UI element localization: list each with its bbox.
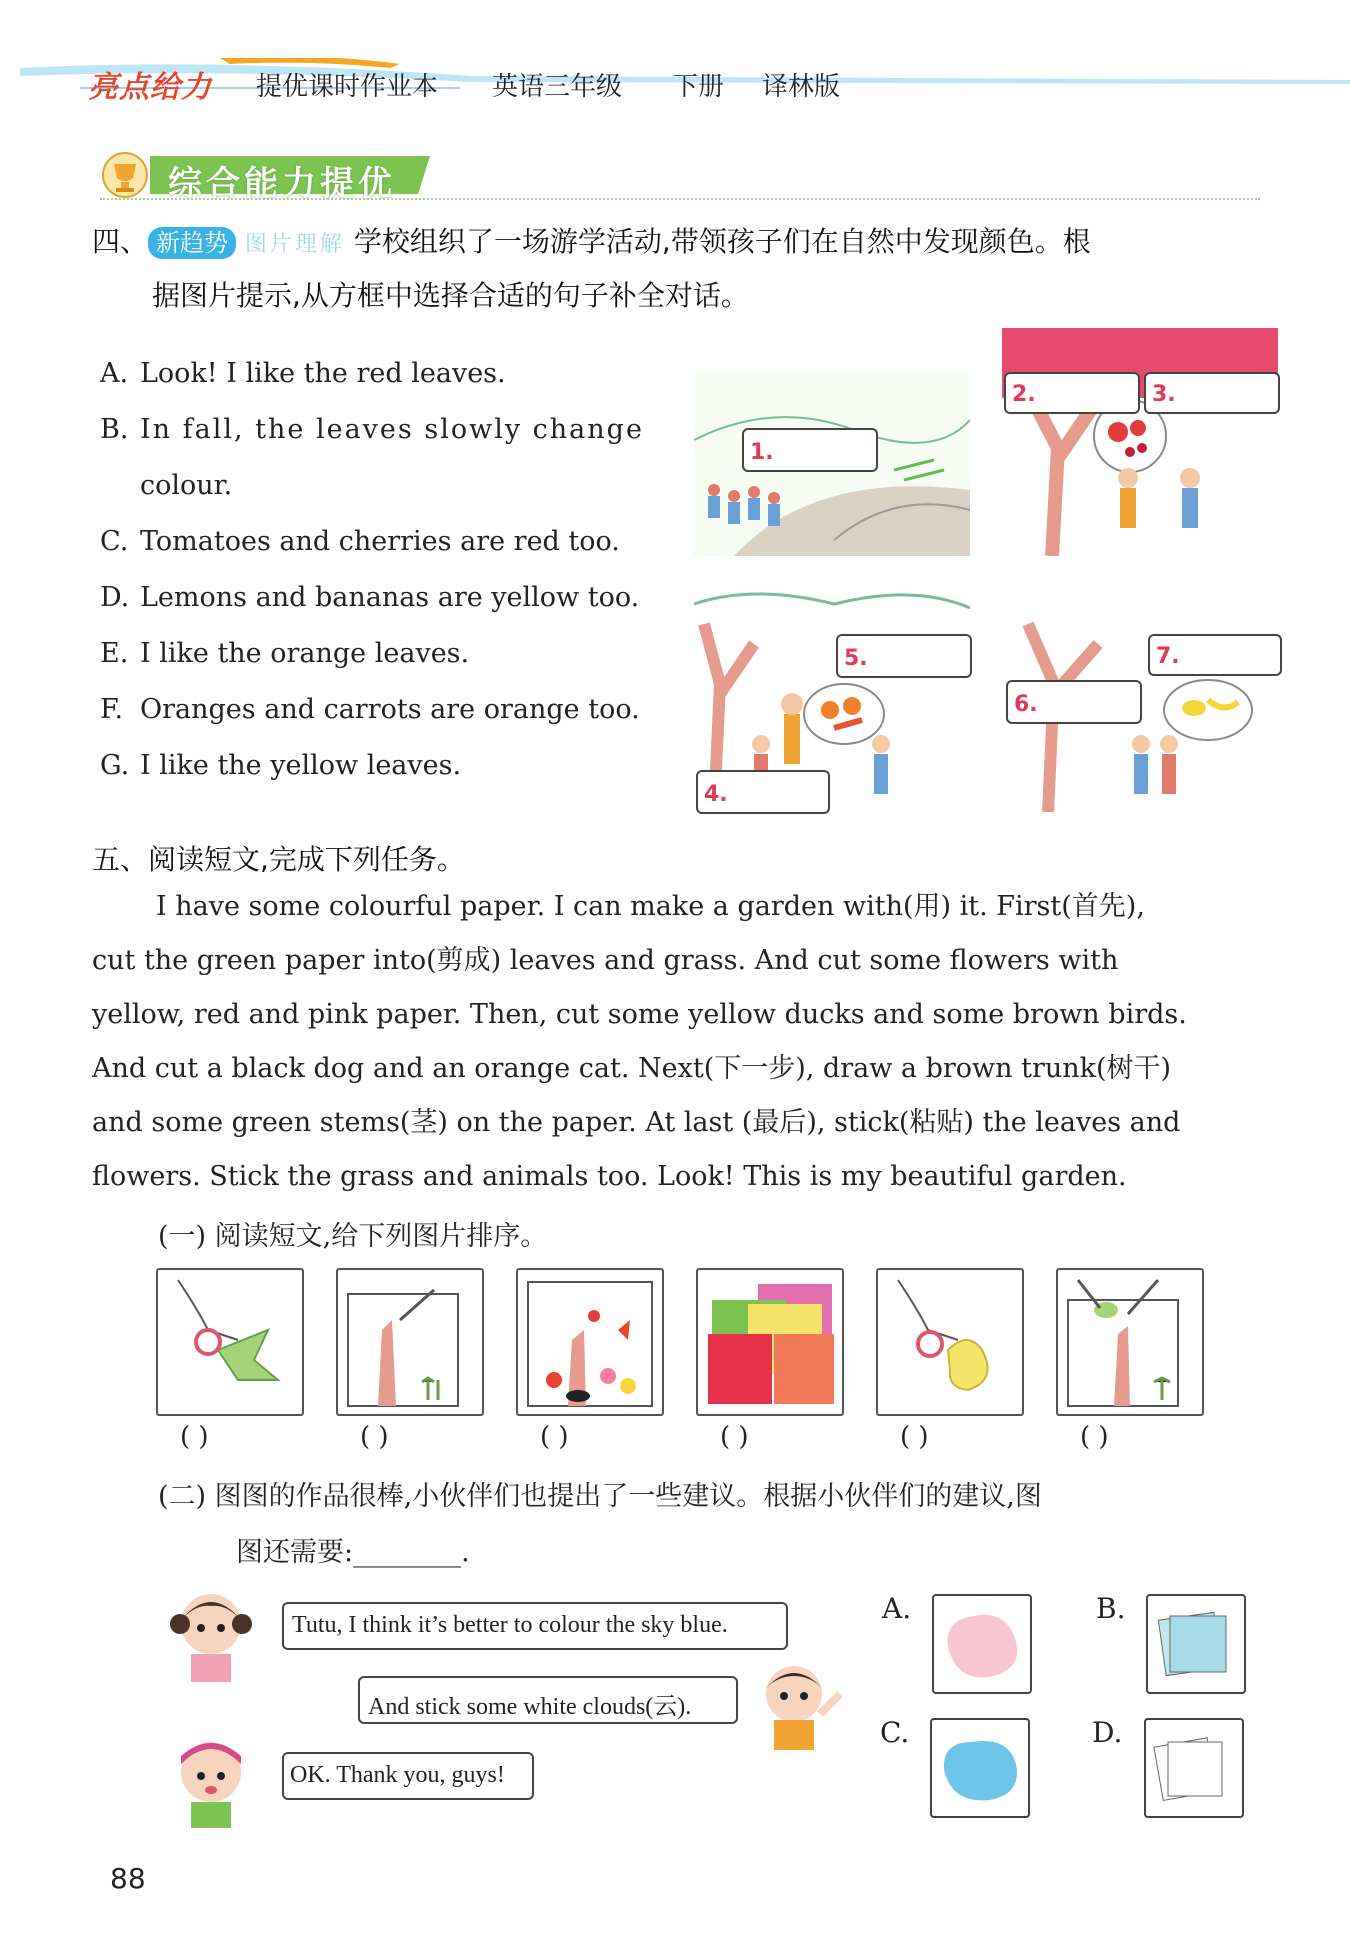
seq-picture-draw-trunk — [336, 1268, 484, 1416]
q5-heading: 五、阅读短文,完成下列任务。 — [92, 843, 465, 876]
option-a: A. Look! I like the red leaves. — [100, 358, 506, 389]
task1-instruction: (一) 阅读短文,给下列图片排序。 — [158, 1221, 548, 1252]
passage-line-6: flowers. Stick the grass and animals too. Look! This is my beautiful garden. — [92, 1161, 1127, 1192]
subject-label: 英语三年级 — [492, 72, 623, 102]
seq-picture-cut-duck — [876, 1268, 1024, 1416]
passage-line-4: And cut a black dog and an orange cat. Next(下一步), draw a brown trunk(树干) — [92, 1053, 1172, 1084]
answer-paren-6[interactable]: ( ) — [1080, 1422, 1109, 1452]
option-b-cont: colour. — [140, 470, 233, 501]
blank-5[interactable]: 5. — [844, 646, 868, 671]
pink-cloud-icon — [934, 1596, 1030, 1692]
blank-4[interactable]: 4. — [704, 782, 728, 807]
picture-red-tree — [1002, 328, 1278, 556]
blank-3[interactable]: 3. — [1152, 382, 1176, 407]
dialog-line-3: OK. Thank you, guys! — [290, 1762, 505, 1788]
task2-instruction-2: 图还需要:________. — [236, 1537, 470, 1568]
choice-b-label[interactable]: B. — [1096, 1592, 1126, 1625]
section-title: 综合能力提优 — [168, 164, 396, 204]
seq-picture-cut-leaves — [156, 1268, 304, 1416]
seq-picture-colour-paper — [696, 1268, 844, 1416]
seq-picture-stick-leaves — [1056, 1268, 1204, 1416]
task2-instruction-1: (二) 图图的作品很棒,小伙伴们也提出了一些建议。根据小伙伴们的建议,图 — [158, 1481, 1042, 1512]
girl-avatar — [166, 1584, 256, 1684]
passage-line-3: yellow, red and pink paper. Then, cut some yellow ducks and some brown birds. — [92, 999, 1187, 1030]
q4-number: 四、 — [92, 225, 149, 258]
seq-picture-garden-finished — [516, 1268, 664, 1416]
edition-label: 译林版 — [762, 72, 841, 102]
answer-paren-3[interactable]: ( ) — [540, 1422, 569, 1452]
blank-6[interactable]: 6. — [1014, 692, 1038, 717]
blue-cloud-icon — [932, 1720, 1028, 1816]
q5-passage — [92, 880, 1267, 1204]
blue-paper-icon — [1148, 1596, 1244, 1692]
choice-d-label[interactable]: D. — [1092, 1716, 1123, 1749]
choice-c-label[interactable]: C. — [880, 1716, 910, 1749]
choice-c-blue-blob[interactable] — [930, 1718, 1030, 1818]
tutu-avatar — [166, 1730, 256, 1830]
boy-avatar — [750, 1654, 850, 1754]
page-number: 88 — [110, 1862, 146, 1895]
answer-paren-1[interactable]: ( ) — [180, 1422, 209, 1452]
q4-tag: 新趋势 — [148, 227, 236, 259]
option-b: B. In fall, the leaves slowly change — [100, 414, 644, 445]
answer-paren-5[interactable]: ( ) — [900, 1422, 929, 1452]
q4-instruction-2: 据图片提示,从方框中选择合适的句子补全对话。 — [152, 279, 749, 312]
q4-instruction-1: 学校组织了一场游学活动,带领孩子们在自然中发现颜色。根 — [353, 225, 1091, 258]
blank-7[interactable]: 7. — [1156, 644, 1180, 669]
passage-line-5: and some green stems(茎) on the paper. At last (最后), stick(粘贴) the leaves and — [92, 1107, 1181, 1138]
blank-1[interactable]: 1. — [750, 440, 774, 465]
option-d: D. Lemons and bananas are yellow too. — [100, 582, 640, 613]
passage-line-2: cut the green paper into(剪成) leaves and grass. And cut some flowers with — [92, 945, 1119, 976]
volume-label: 下册 — [672, 72, 725, 102]
passage-line-1: I have some colourful paper. I can make a garden with(用) it. First(首先), — [156, 891, 1145, 922]
task2-answer-blank[interactable]: ________. — [353, 1537, 470, 1568]
option-c: C. Tomatoes and cherries are red too. — [100, 526, 620, 557]
choice-d-white-paper[interactable] — [1144, 1718, 1244, 1818]
option-g: G. I like the yellow leaves. — [100, 750, 462, 781]
brand-logo-text: 亮点给力 — [88, 70, 212, 105]
q4-tag-sub: 图片理解 — [244, 232, 345, 257]
option-f: F. Oranges and carrots are orange too. — [100, 694, 640, 725]
answer-paren-4[interactable]: ( ) — [720, 1422, 749, 1452]
answer-paren-2[interactable]: ( ) — [360, 1422, 389, 1452]
dialog-line-1: Tutu, I think it’s better to colour the sky blue. — [292, 1612, 728, 1638]
book-title: 提优课时作业本 — [256, 72, 439, 102]
choice-b-blue-paper[interactable] — [1146, 1594, 1246, 1694]
choice-a-pink-blob[interactable] — [932, 1594, 1032, 1694]
option-e: E. I like the orange leaves. — [100, 638, 470, 669]
white-paper-icon — [1146, 1720, 1242, 1816]
section-divider — [100, 198, 1260, 200]
blank-2[interactable]: 2. — [1012, 382, 1036, 407]
choice-a-label[interactable]: A. — [882, 1592, 912, 1625]
q4-heading-line1 — [92, 220, 1091, 260]
dialog-line-2: And stick some white clouds(云). — [368, 1694, 692, 1720]
